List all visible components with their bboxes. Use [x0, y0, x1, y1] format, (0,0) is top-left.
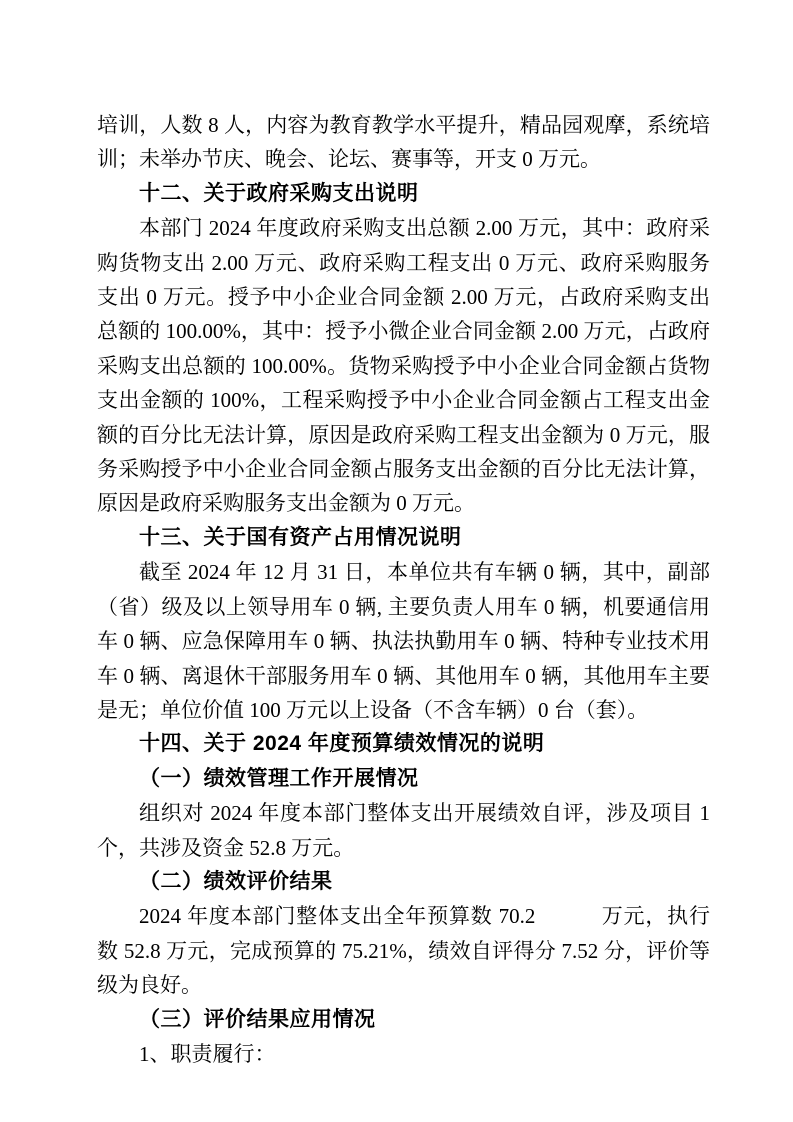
- paragraph-state-assets-details: 截至 2024 年 12 月 31 日，本单位共有车辆 0 辆，其中，副部（省）级及以上领导用车 0 辆, 主要负责人用车 0 辆，机要通信用车 0 辆、应急保障用车 0 辆、执法执勤用车 0 辆、特种专业技术用车 0 辆、离退休干部服务用车 0 辆、其他用车 0 辆，其他用车主要是无；单位价值 100 万元以上设备（不含车辆）0 台（套）。: [97, 560, 710, 722]
- paragraph-evaluation-figures: 2024 年度本部门整体支出全年预算数 70.2 万元，执行数 52.8 万元，完成预算的 75.21%，绩效自评得分 7.52 分，评价等级为良好。: [97, 904, 710, 998]
- sub-heading-1-performance-management: （一）绩效管理工作开展情况: [139, 766, 419, 790]
- sub-heading-3-result-application: （三）评价结果应用情况: [139, 1007, 376, 1031]
- paragraph-training-continuation: 培训，人数 8 人，内容为教育教学水平提升，精品园观摩，系统培训；未举办节庆、晚会、论坛、赛事等，开支 0 万元。: [97, 113, 710, 172]
- paragraph-duty-fulfillment: 1、职责履行：: [139, 1041, 276, 1066]
- section-heading-14-budget-performance: 十四、关于 2024 年度预算绩效情况的说明: [139, 732, 545, 756]
- paragraph-procurement-details: 本部门 2024 年度政府采购支出总额 2.00 万元，其中：政府采购货物支出 2.00 万元、政府采购工程支出 0 万元、政府采购服务支出 0 万元。授予中小企业合同金额 2.00 万元，占政府采购支出总额的 100.00%，其中：授予小微企业合同金额 2.00 万元，占政府采购支出总额的 100.00%。货物采购授予中小企业合同金额占货物支出金额的 100%，工程采购授予中小企业合同金额占工程支出金额的百分比无法计算，原因是政府采购工程支出金额为 0 万元，服务采购授予中小企业合同金额占服务支出金额的百分比无法计算，原因是政府采购服务支出金额为 0 万元。: [97, 216, 710, 516]
- section-heading-12-procurement: 十二、关于政府采购支出说明: [139, 181, 419, 205]
- section-heading-13-state-assets: 十三、关于国有资产占用情况说明: [139, 525, 462, 549]
- paragraph-self-evaluation: 组织对 2024 年度本部门整体支出开展绩效自评，涉及项目 1 个，共涉及资金 52.8 万元。: [97, 801, 710, 860]
- sub-heading-2-evaluation-results: （二）绩效评价结果: [139, 869, 333, 893]
